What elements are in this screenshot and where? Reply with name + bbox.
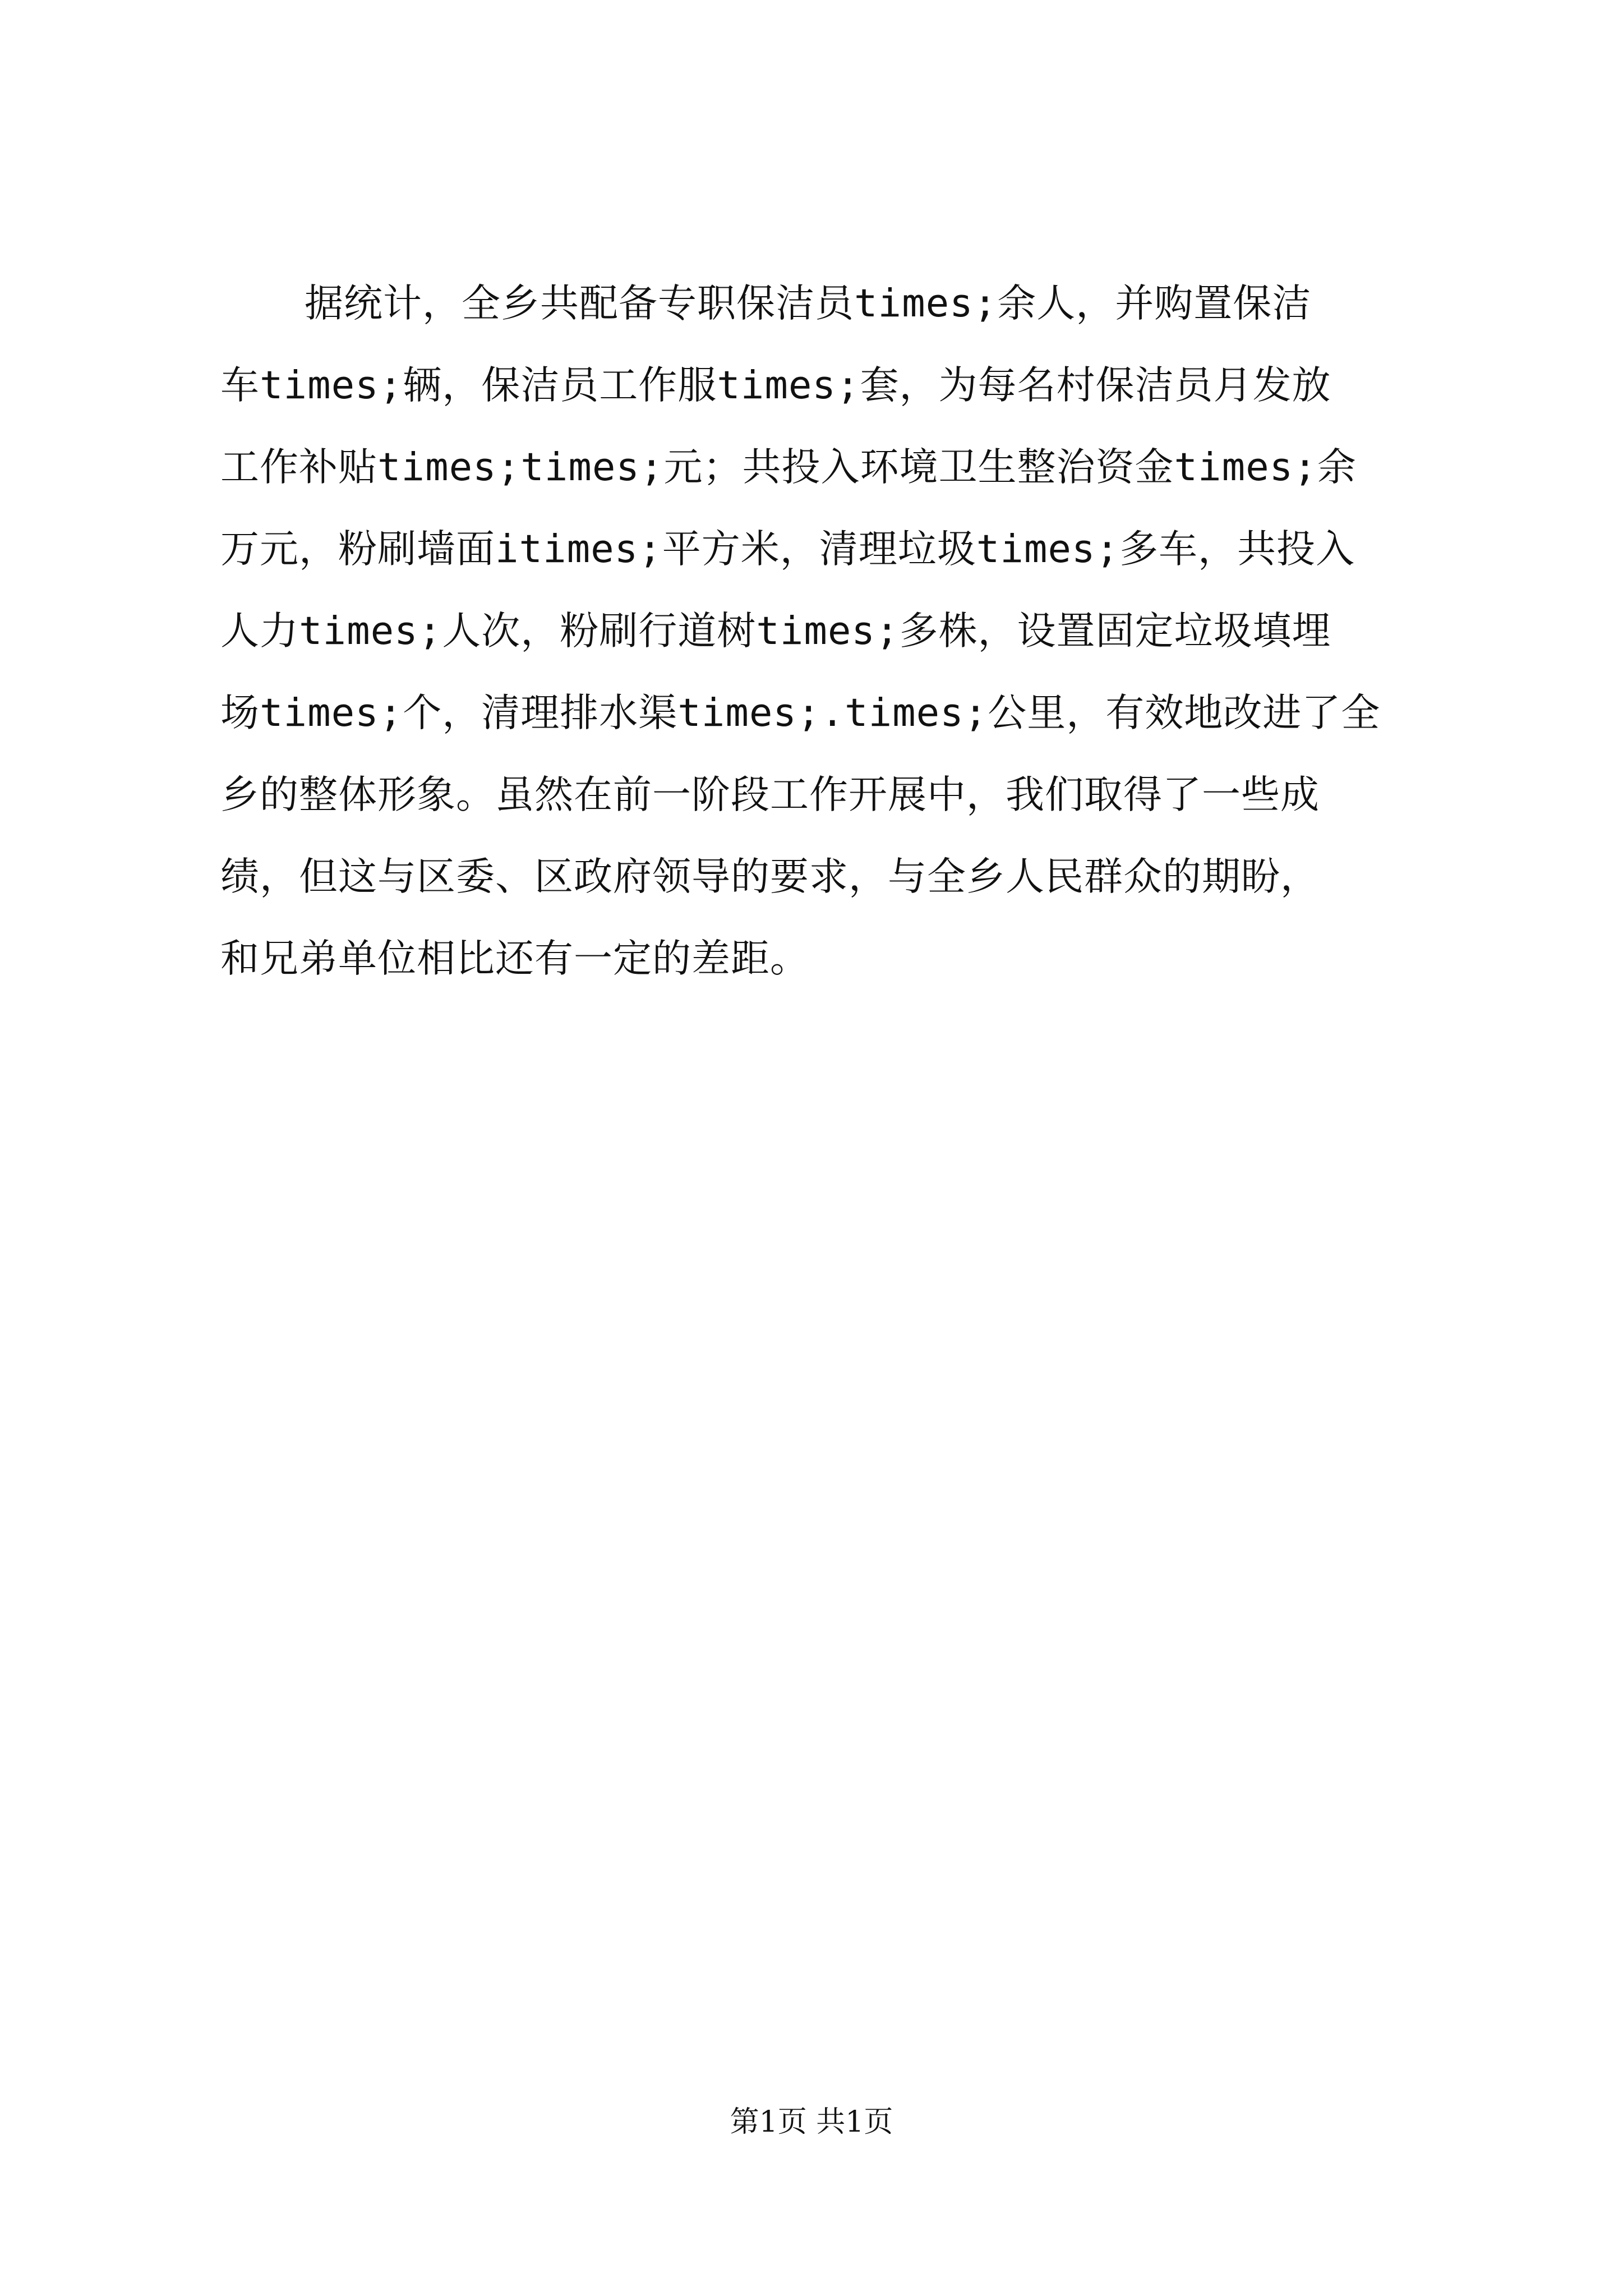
paragraph-line-2: 车times;辆，保洁员工作服times;套，为每名村保洁员月发放 [220, 363, 1331, 408]
paragraph-line-6: 场times;个，清理排水渠times;.times;公里，有效地改进了全 [220, 691, 1381, 735]
paragraph-line-9: 和兄弟单位相比还有一定的差距。 [220, 936, 809, 981]
body-paragraph [220, 263, 1426, 1000]
paragraph-line-7: 乡的整体形象。虽然在前一阶段工作开展中，我们取得了一些成 [220, 772, 1320, 817]
paragraph-line-5: 人力times;人次，粉刷行道树times;多株，设置固定垃圾填埋 [220, 609, 1331, 654]
paragraph-line-8: 绩，但这与区委、区政府领导的要求，与全乡人民群众的期盼， [220, 854, 1320, 899]
paragraph-line-1: 据统计，全乡共配备专职保洁员times;余人，并购置保洁 [305, 281, 1312, 326]
paragraph-line-3: 工作补贴times;times;元；共投入环境卫生整治资金times;余 [220, 445, 1357, 490]
page-footer: 第1页 共1页 [730, 2105, 893, 2139]
paragraph-line-4: 万元，粉刷墙面itimes;平方米，清理垃圾times;多车，共投入 [220, 527, 1355, 572]
